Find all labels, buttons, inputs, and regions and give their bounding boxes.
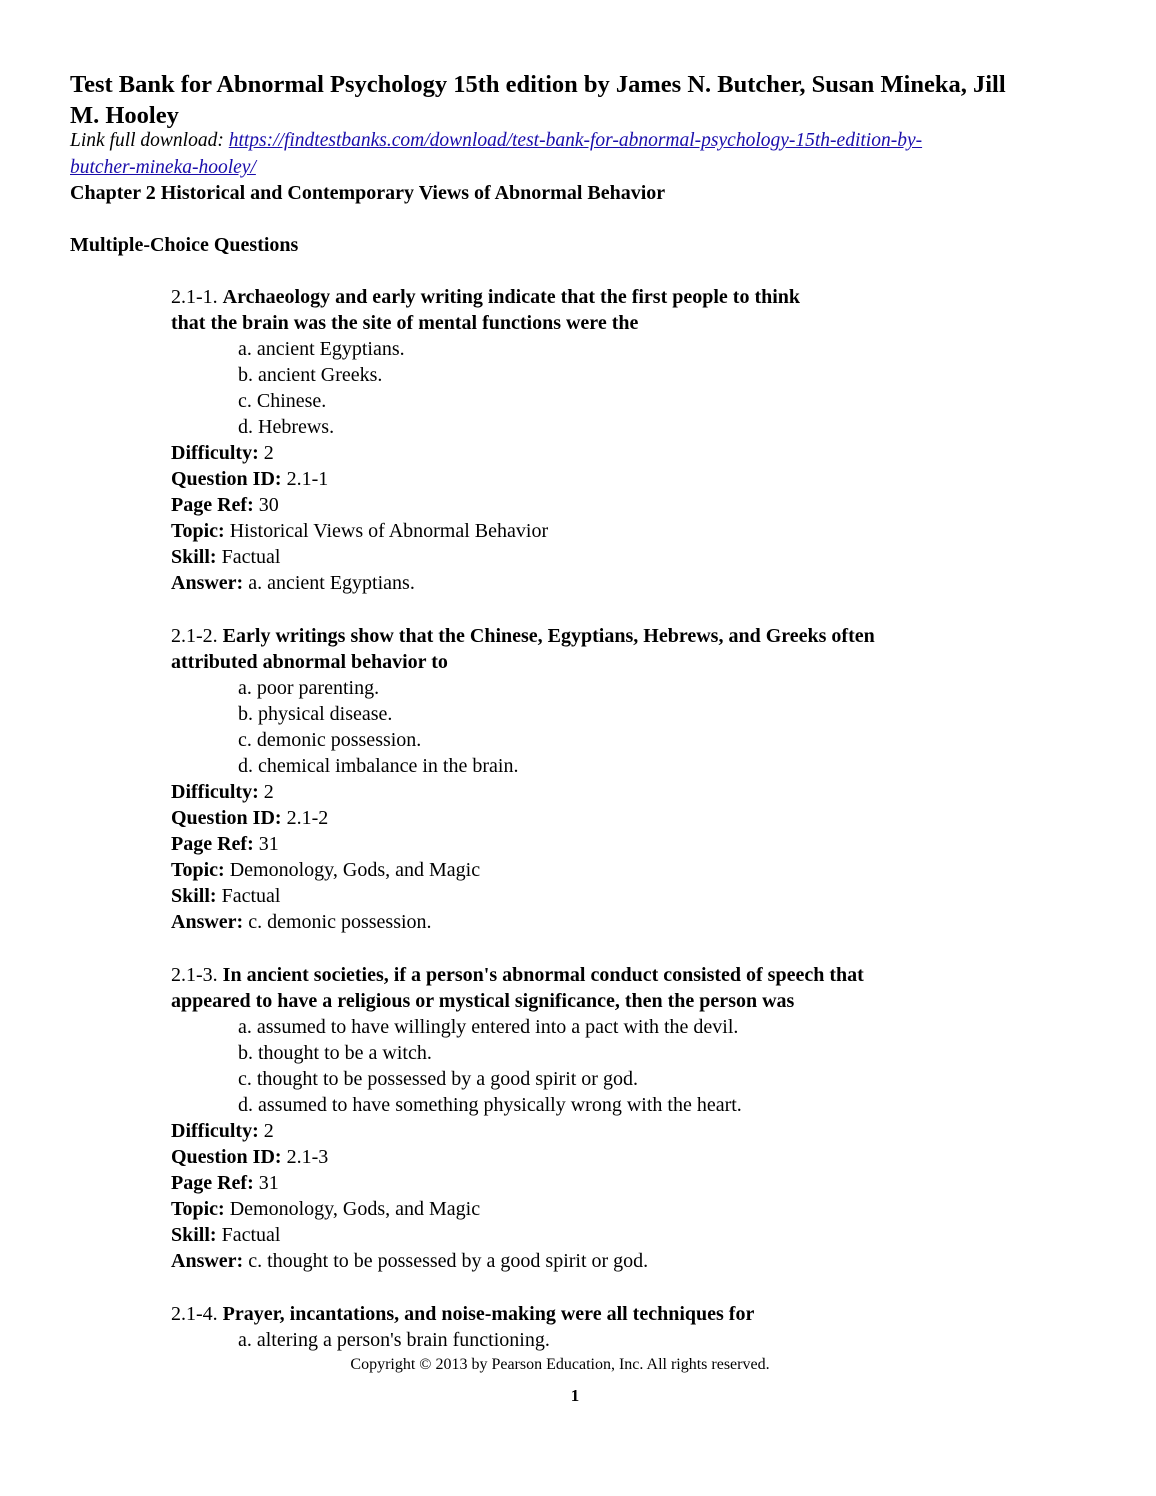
page-ref-label: Page Ref: [171,833,254,855]
answer-option: d. chemical imbalance in the brain. [238,755,519,777]
skill-value: Factual [216,1224,281,1246]
topic-value: Historical Views of Abnormal Behavior [224,520,549,542]
answer-option: d. Hebrews. [238,416,335,438]
question-stem-text: Early writings show that the Chinese, Egyptians, Hebrews, and Greeks often [222,625,875,647]
answer-option: a. altering a person's brain functioning. [238,1329,550,1351]
question-id-label: Question ID: [171,468,282,490]
question-id-row [171,807,328,830]
question-stem [171,286,800,309]
download-link-part-2[interactable]: butcher-mineka-hooley/ [70,157,256,178]
question-stem [171,625,875,648]
answer-label: Answer: [171,1250,244,1272]
topic-label: Topic: [171,1198,225,1220]
answer-option: d. assumed to have something physically wrong with the heart. [238,1094,742,1116]
skill-row [171,546,280,569]
question-stem-line-2: that the brain was the site of mental functions were the [171,312,639,334]
topic-row [171,1198,480,1221]
difficulty-label: Difficulty: [171,1120,259,1142]
difficulty-value: 2 [258,442,274,464]
skill-label: Skill: [171,1224,217,1246]
question-stem-text: Archaeology and early writing indicate that the first people to think [222,286,801,308]
page-ref-value: 31 [253,1172,279,1194]
document-title-line-2: M. Hooley [70,102,179,129]
skill-row [171,885,280,908]
answer-option: b. physical disease. [238,703,393,725]
answer-option: c. thought to be possessed by a good spirit or god. [238,1068,638,1090]
difficulty-value: 2 [258,781,274,803]
chapter-heading: Chapter 2 Historical and Contemporary Views of Abnormal Behavior [70,182,666,204]
page-ref-value: 30 [253,494,279,516]
difficulty-label: Difficulty: [171,781,259,803]
question-id-row [171,1146,328,1169]
page-ref-row [171,833,279,856]
skill-label: Skill: [171,885,217,907]
question-id-label: Question ID: [171,807,282,829]
topic-row [171,520,548,543]
section-heading: Multiple-Choice Questions [70,234,299,256]
question-stem-text: In ancient societies, if a person's abnormal conduct consisted of speech that [222,964,864,986]
answer-value: c. demonic possession. [243,911,432,933]
copyright-footer: Copyright © 2013 by Pearson Education, Inc. All rights reserved. [350,1356,770,1373]
page-ref-value: 31 [253,833,279,855]
difficulty-value: 2 [258,1120,274,1142]
topic-value: Demonology, Gods, and Magic [224,1198,481,1220]
question-id-value: 2.1-1 [281,468,329,490]
answer-value: a. ancient Egyptians. [243,572,415,594]
skill-label: Skill: [171,546,217,568]
answer-option: b. ancient Greeks. [238,364,383,386]
topic-label: Topic: [171,859,225,881]
question-stem-text: Prayer, incantations, and noise-making were all techniques for [222,1303,755,1325]
download-link-line [70,130,922,152]
topic-value: Demonology, Gods, and Magic [224,859,481,881]
question-id-value: 2.1-2 [281,807,329,829]
answer-option: c. Chinese. [238,390,327,412]
question-stem-line-2: attributed abnormal behavior to [171,651,448,673]
document-title-line-1: Test Bank for Abnormal Psychology 15th edition by James N. Butcher, Susan Mineka, Jill [70,71,1006,98]
answer-option: c. demonic possession. [238,729,422,751]
download-link-line-2 [70,157,256,179]
answer-label: Answer: [171,911,244,933]
question-stem [171,964,864,987]
answer-row [171,572,415,595]
question-number: 2.1-1. [171,286,223,308]
question-id-label: Question ID: [171,1146,282,1168]
skill-row [171,1224,280,1247]
question-stem-line-2: appeared to have a religious or mystical significance, then the person was [171,990,795,1012]
question-number: 2.1-3. [171,964,223,986]
difficulty-row [171,1120,274,1143]
answer-option: a. ancient Egyptians. [238,338,405,360]
question-id-value: 2.1-3 [281,1146,329,1168]
answer-option: a. poor parenting. [238,677,380,699]
difficulty-row [171,442,274,465]
skill-value: Factual [216,546,281,568]
answer-value: c. thought to be possessed by a good spirit or god. [243,1250,649,1272]
page-ref-row [171,1172,279,1195]
question-id-row [171,468,328,491]
question-stem [171,1303,754,1326]
page-ref-row [171,494,279,517]
question-number: 2.1-4. [171,1303,223,1325]
skill-value: Factual [216,885,281,907]
answer-row [171,911,432,934]
page-ref-label: Page Ref: [171,494,254,516]
answer-option: a. assumed to have willingly entered into a pact with the devil. [238,1016,739,1038]
link-label: Link full download: [70,130,229,151]
question-number: 2.1-2. [171,625,223,647]
answer-row [171,1250,648,1273]
download-link-part-1[interactable]: https://findtestbanks.com/download/test-bank-for-abnormal-psychology-15th-edition-by- [228,130,923,151]
difficulty-row [171,781,274,804]
difficulty-label: Difficulty: [171,442,259,464]
answer-label: Answer: [171,572,244,594]
topic-label: Topic: [171,520,225,542]
answer-option: b. thought to be a witch. [238,1042,432,1064]
page-number: 1 [570,1386,580,1405]
page-ref-label: Page Ref: [171,1172,254,1194]
topic-row [171,859,480,882]
